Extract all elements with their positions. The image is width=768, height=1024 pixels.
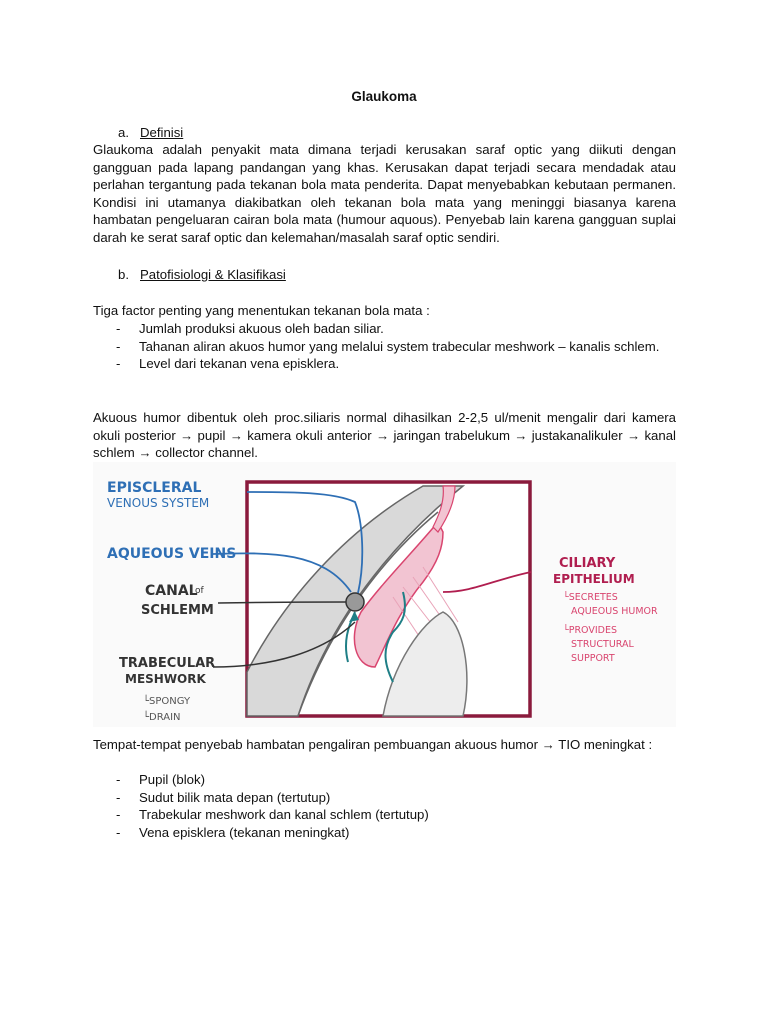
label-spongy: └SPONGY: [143, 696, 191, 707]
page-title: Glaukoma: [351, 89, 417, 104]
label-ciliary: CILIARY: [559, 556, 616, 571]
label-provides: └PROVIDES: [563, 625, 618, 636]
label-meshwork: MESHWORK: [125, 672, 206, 686]
section-b-title: Patofisiologi & Klasifikasi: [140, 267, 286, 282]
label-episcleral: EPISCLERAL: [107, 480, 202, 496]
label-secretes: └SECRETES: [563, 592, 618, 603]
flow-paragraph: Akuous humor dibentuk oleh proc.siliaris normal dihasilkan 2-2,5 ul/menit mengalir dari kamera okuli posterior → pupil → kamera okuli anterior → jaringan trabelukum → justakanalikuler → kanal schlem → collector channel.: [93, 410, 676, 461]
list-item: - Pupil (blok): [116, 772, 205, 787]
list-item: - Trabekular meshwork dan kanal schlem (tertutup): [116, 807, 429, 823]
label-aqueous-humor: AQUEOUS HUMOR: [571, 606, 658, 617]
label-canal: CANAL: [145, 583, 198, 599]
list-item: - Level dari tekanan vena episklera.: [116, 356, 340, 372]
section-a-letter: a.: [118, 125, 129, 140]
list-item: - Sudut bilik mata depan (tertutup): [116, 789, 331, 805]
list-item: - Jumlah produksi akuous oleh badan siliar.: [116, 321, 384, 336]
label-venous-system: VENOUS SYSTEM: [107, 496, 210, 510]
label-support: SUPPORT: [571, 653, 615, 664]
section-b-heading: [118, 266, 286, 283]
label-trabecular: TRABECULAR: [119, 656, 216, 671]
factors-list: [93, 320, 676, 373]
list-item: - Tahanan aliran akuos humor yang melalui system trabecular meshwork – kanalis schlem.: [116, 338, 660, 354]
canal-of-schlemm: [346, 593, 364, 611]
anatomy-diagram: [93, 462, 676, 727]
label-epithelium: EPITHELIUM: [553, 572, 635, 586]
label-of: of: [195, 586, 204, 596]
factors-intro: Tiga factor penting yang menentukan tekanan bola mata :: [93, 303, 430, 318]
label-aqueous-veins: AQUEOUS VEINS: [107, 546, 237, 562]
definition-paragraph: Glaukoma adalah penyakit mata dimana terjadi kerusakan saraf optic yang diikuti dengan gangguan pada lapang pandangan yang khas. Kerusakan dapat terjadi secara mendadak atau perlahan tergantung pada tekanan bola mata penderita. Dapat menyebabkan kebutaan permanen. Kondisi ini utamanya diakibatkan oleh tekanan bola mata yang meninggi biasanya karena hambatan pengeluaran cairan bola mata (humour aquous). Penyebab lain karena gangguan suplai darah ke serat saraf optic dan kelemahan/masalah saraf optic sendiri.: [93, 142, 676, 245]
blockage-intro: Tempat-tempat penyebab hambatan pengaliran pembuangan akuous humor → TIO meningkat :: [93, 737, 653, 752]
eye-anatomy-figure: [93, 462, 676, 727]
section-a-title: Definisi: [140, 125, 184, 140]
section-a-heading: [118, 124, 183, 141]
label-schlemm: SCHLEMM: [141, 603, 214, 618]
list-item: - Vena episklera (tekanan meningkat): [116, 824, 350, 840]
label-drain: └DRAIN: [143, 712, 181, 723]
label-structural: STRUCTURAL: [571, 639, 634, 650]
blockage-list: [93, 771, 676, 841]
section-b-letter: b.: [118, 267, 129, 282]
